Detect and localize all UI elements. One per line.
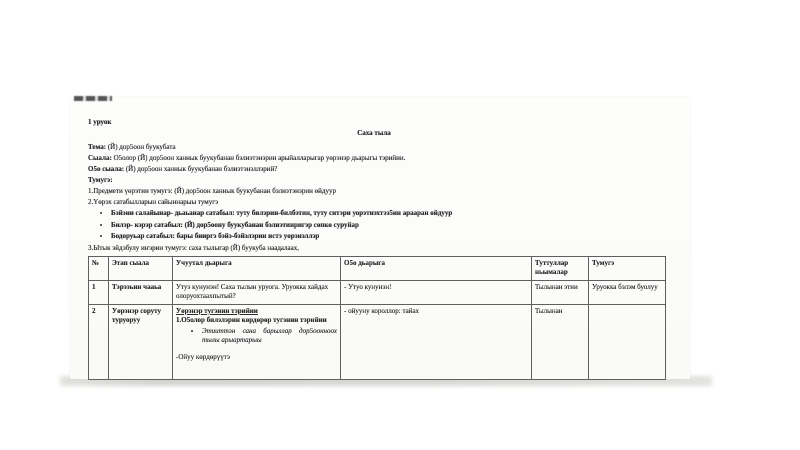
- row-number-cell: 1: [89, 280, 109, 304]
- theme-text: (Й) дор5оон буукубата: [107, 143, 176, 151]
- theme-line: [88, 142, 660, 153]
- methods-cell: Тылынан этии: [532, 280, 589, 304]
- table-header-row: [89, 256, 666, 280]
- child-goal-line: [88, 164, 660, 175]
- column-header-child-activity: О5о дьарыга: [341, 256, 532, 280]
- teacher-activity-note: -Ойуу көрдөрүүтэ: [176, 352, 230, 361]
- result-cell-empty: [589, 304, 666, 379]
- child-goal-label: О5о сыала:: [88, 165, 125, 173]
- goal-line: [88, 153, 660, 164]
- teacher-activity-heading: Уөрэнэр тугэнин тэрийии: [176, 306, 258, 315]
- table-row: [89, 304, 666, 379]
- lesson-number: 1 уруок: [88, 118, 112, 126]
- teacher-activity-cell: Утуэ кунунэн! Саха тылын уруога. Уруокка хайдах олоруохтаахпытый?: [173, 280, 341, 304]
- skills-bullet-list: [101, 208, 660, 243]
- result-item-1: 1.Предмети үөрэтии тумугэ: (Й) дор5оон ханнык буукубанан бэлиэтэнэрин өйдуур: [88, 187, 336, 195]
- result-item-2: 2.Үөрэх сатабылларын сайыннарыы тумугэ: [88, 198, 219, 206]
- column-header-teacher-activity: Учуутал дьарыга: [173, 256, 341, 280]
- result-item-3: 3.Ытык эйдэбулу иҥэрии тумугэ: саха тылыгар (Й) буукуба наадалаах,: [88, 243, 300, 252]
- scan-artifact-smudge: [74, 96, 112, 101]
- skills-bullet-item: • Билэр- кэрэр сатабыл: (Й) дор5оону буукубанан бэлиэтииригэр сөпкө суруйар: [111, 220, 660, 232]
- teacher-activity-item: 1.О5олор билэлэрин көрдөрөр тугэнин тэрийии: [176, 316, 327, 324]
- child-activity-cell: - Утуо кунунэн!: [341, 280, 532, 304]
- theme-label: Тема:: [88, 143, 107, 151]
- scanned-lesson-plan-page: [70, 97, 690, 379]
- teacher-activity-bullet-list: [196, 327, 337, 346]
- skills-bullet-item: • Бодоруьар сатабыл: бары бииргэ бэйэ-бэйэлэрин истэ уөрэнэллэр: [111, 231, 660, 243]
- results-heading: Тумугэ:: [88, 176, 113, 184]
- goal-label: Сыала:: [88, 154, 112, 162]
- row-number-cell: 2: [89, 304, 109, 379]
- document-header-block: [70, 97, 690, 380]
- table-row: [89, 280, 666, 304]
- result-cell: Уруокка бэлэм буолуу: [589, 280, 666, 304]
- teacher-activity-bullet: • Этииттэн сана барыллар дор5оонноох тылы арыартарыы: [202, 327, 337, 346]
- teacher-activity-cell: [173, 304, 341, 379]
- stage-cell: Тэрээьин чааьа: [109, 280, 173, 304]
- column-header-result: Тумугэ: [589, 256, 666, 280]
- goal-text: О5олор (Й) дор5оон ханнык буукубанан бэлиэтэнэрин арыйалларыгар уөрэнэр дьарыгы тэрийии.: [113, 154, 406, 162]
- lesson-plan-table: [88, 256, 666, 380]
- methods-cell: Тылынан: [532, 304, 589, 379]
- column-header-number: №: [89, 256, 109, 280]
- column-header-stage-goal: Этап сыала: [109, 256, 173, 280]
- subject-title: Саха тыла: [357, 129, 391, 137]
- skills-bullet-item: • Бэйэни салайынар- дьаьанар сатабыл: туту билэрин-билбэтин, туту ситэри уорэтиэхтээ5ин арааран өйдуур: [111, 208, 660, 220]
- stage-cell: Уөрэнэр соруту туруоруу: [109, 304, 173, 379]
- column-header-methods: Туттуллар ньымалар: [532, 256, 589, 280]
- child-activity-cell: - ойууну короллор: тайах: [341, 304, 532, 379]
- child-goal-text: (Й) дор5оон ханнык буукубанан бэлиэтэнэллэрий?: [125, 165, 278, 173]
